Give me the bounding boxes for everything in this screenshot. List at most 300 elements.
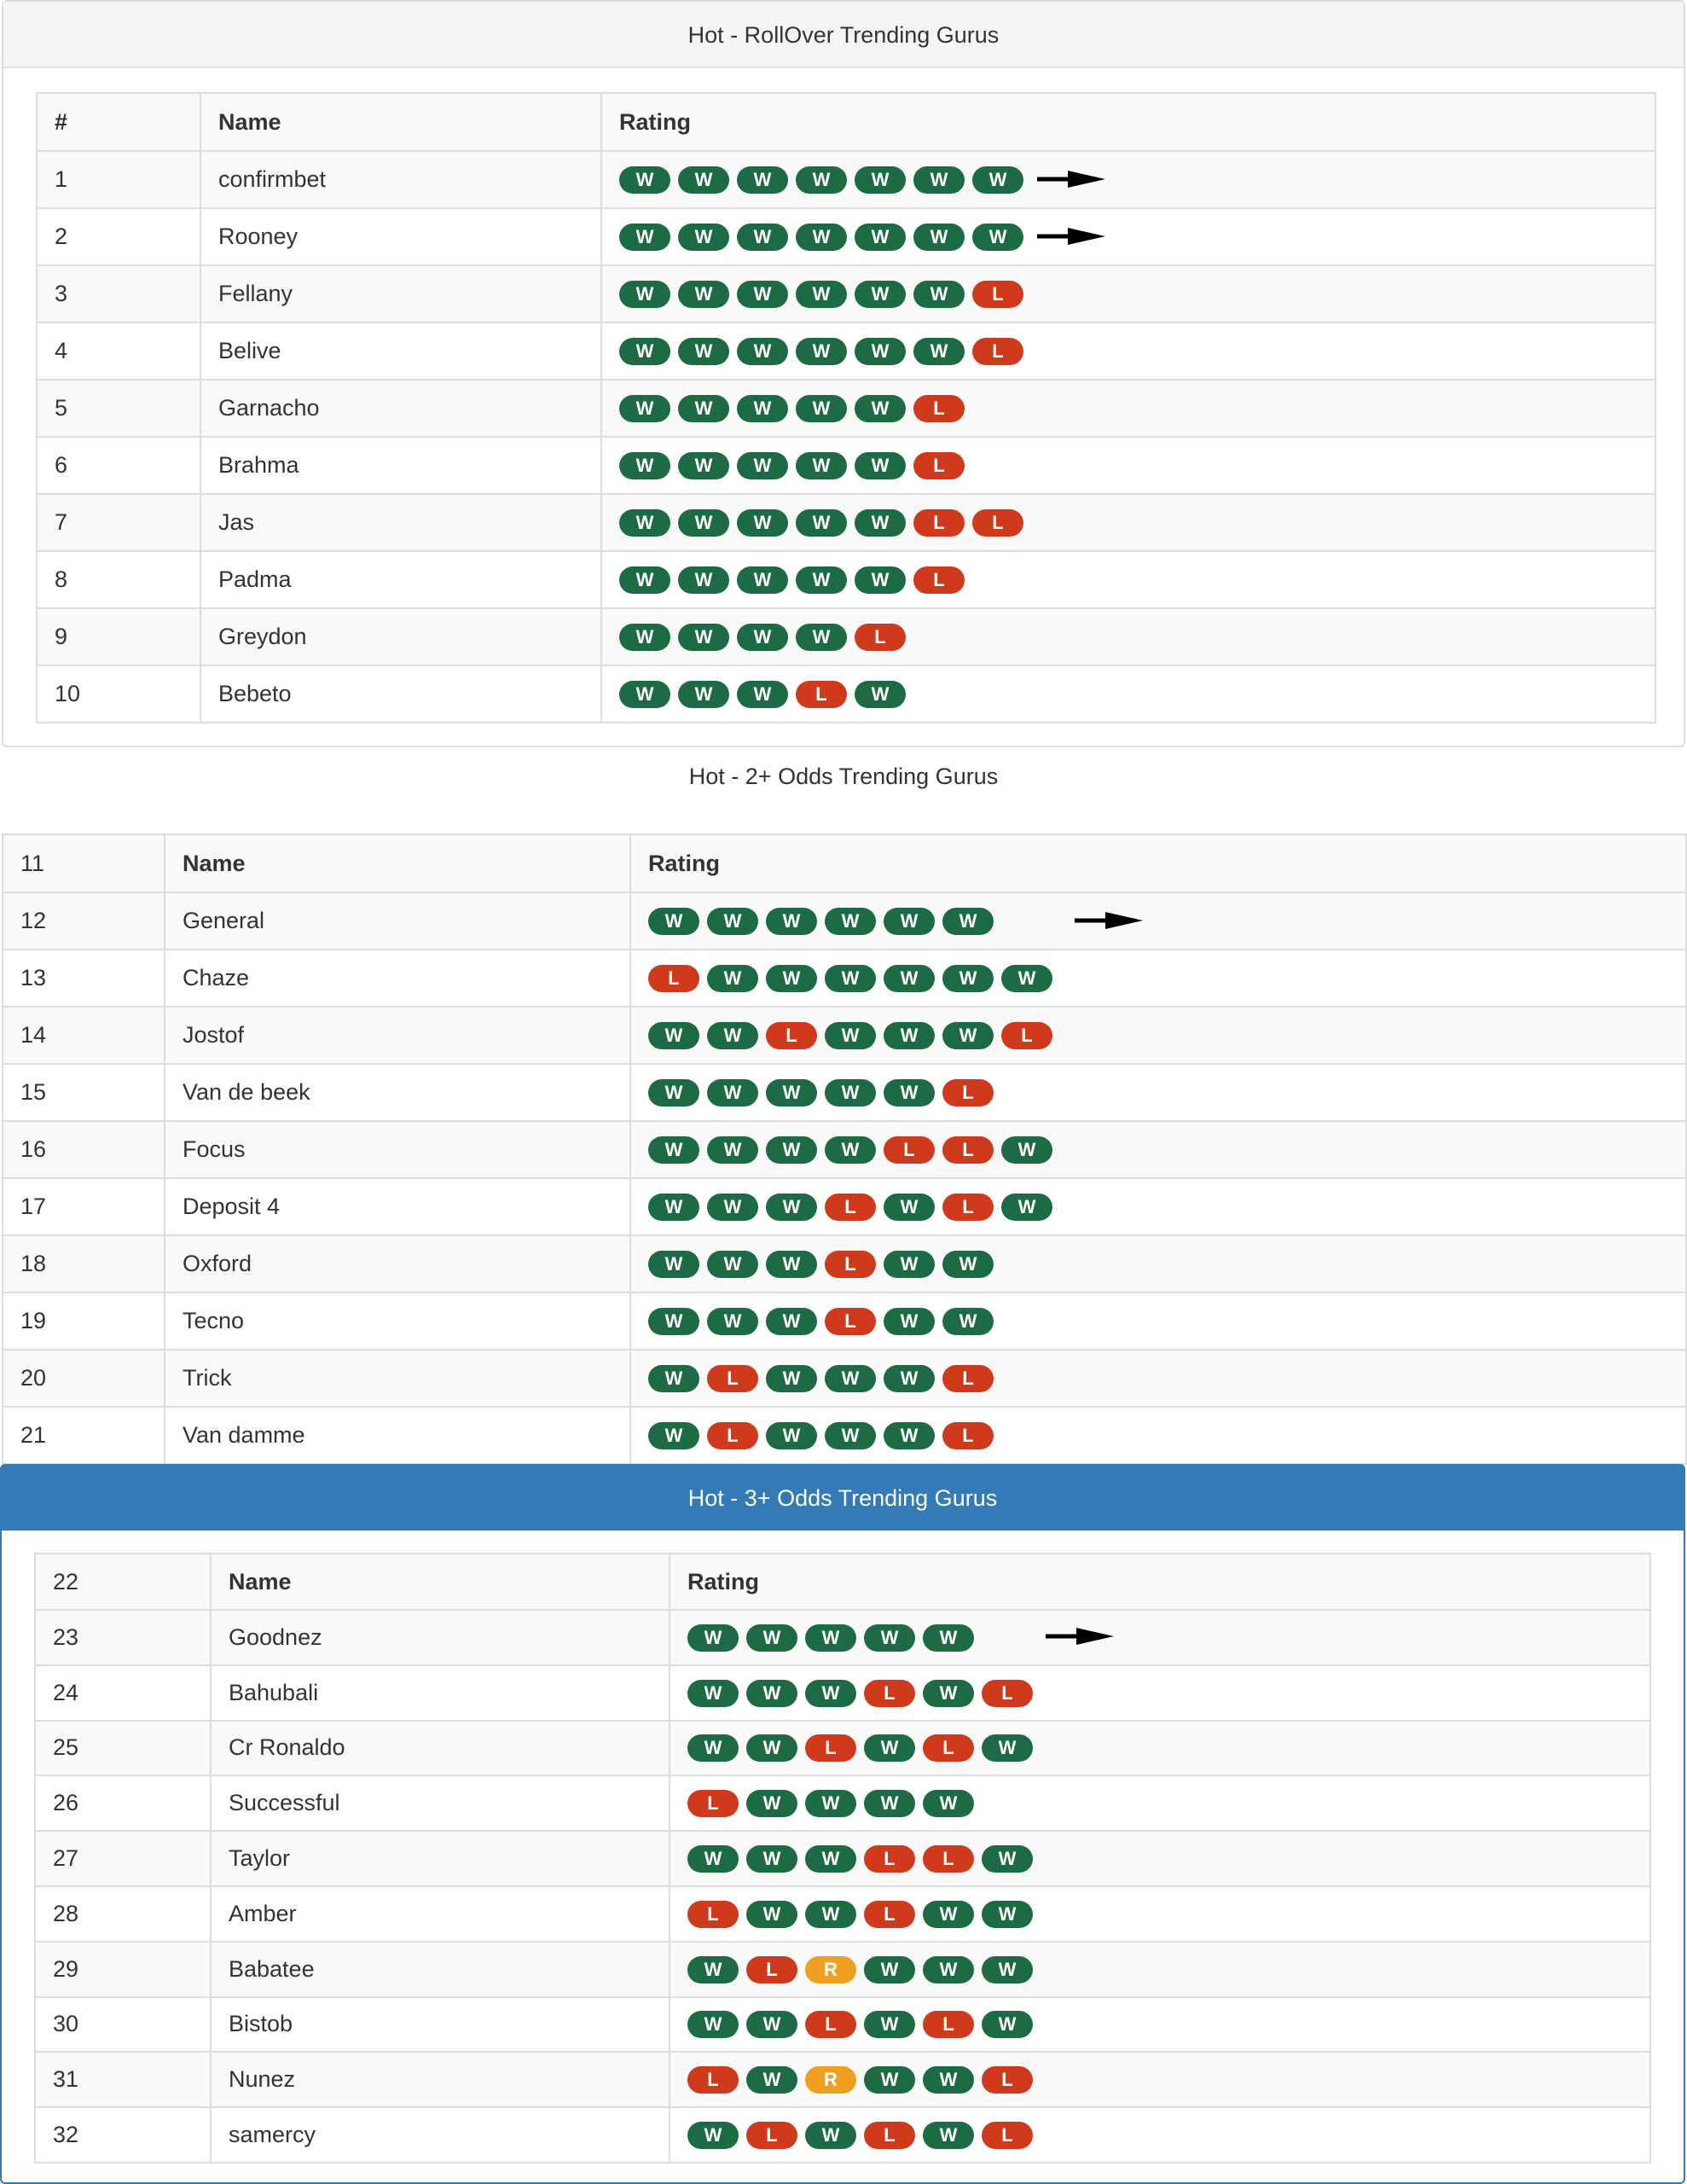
- loss-badge: L: [825, 1251, 876, 1278]
- win-badge: W: [855, 395, 906, 422]
- rank-cell: 14: [3, 1007, 165, 1064]
- table-row: [35, 1721, 1650, 1776]
- table-row: [3, 892, 1686, 950]
- win-badge: W: [766, 1365, 817, 1392]
- win-badge: W: [678, 281, 729, 308]
- guru-name-cell: General: [165, 892, 630, 950]
- win-badge: W: [678, 224, 729, 251]
- rating-header: Rating: [670, 1554, 1650, 1610]
- rank-cell: 27: [35, 1831, 211, 1886]
- win-badge: W: [982, 1901, 1033, 1928]
- table-row: [3, 1235, 1686, 1292]
- win-badge: W: [678, 681, 729, 708]
- win-badge: W: [687, 1734, 739, 1762]
- guru-name-cell: Babatee: [211, 1942, 670, 1997]
- rank-header: 22: [35, 1554, 211, 1610]
- win-badge: W: [796, 281, 847, 308]
- rating-cell: [670, 1831, 1650, 1886]
- rating-cell: [670, 2052, 1650, 2107]
- table-row: [35, 1665, 1650, 1721]
- loss-badge: L: [707, 1365, 758, 1392]
- rating-cell: [601, 608, 1655, 665]
- win-badge: W: [746, 2011, 797, 2038]
- three-odds-gurus-title: Hot - 3+ Odds Trending Gurus: [2, 1466, 1684, 1531]
- rating-cell: [670, 1775, 1650, 1831]
- win-badge: W: [737, 452, 788, 479]
- guru-name-cell: samercy: [211, 2107, 670, 2163]
- win-badge: W: [766, 1308, 817, 1335]
- arrow-right-icon: [1037, 226, 1105, 253]
- table-row: [37, 608, 1655, 665]
- win-badge: W: [923, 1956, 974, 1984]
- win-badge: W: [746, 1901, 797, 1928]
- table-row: [37, 665, 1655, 723]
- table-row: [3, 1178, 1686, 1235]
- loss-badge: L: [972, 281, 1023, 308]
- rating-cell: [630, 1007, 1686, 1064]
- loss-badge: L: [796, 681, 847, 708]
- table-row: [37, 380, 1655, 437]
- win-badge: W: [707, 965, 758, 992]
- win-badge: W: [855, 452, 906, 479]
- rank-cell: 5: [37, 380, 200, 437]
- win-badge: W: [942, 1022, 994, 1049]
- loss-badge: L: [942, 1136, 994, 1164]
- win-badge: W: [923, 1624, 974, 1652]
- win-badge: W: [982, 1956, 1033, 1984]
- win-badge: W: [864, 2066, 915, 2094]
- win-badge: W: [864, 2011, 915, 2038]
- loss-badge: L: [855, 624, 906, 651]
- guru-name-cell: Focus: [165, 1121, 630, 1178]
- rating-cell: [670, 2107, 1650, 2163]
- win-badge: W: [884, 908, 935, 935]
- win-badge: W: [855, 681, 906, 708]
- rating-cell: [601, 380, 1655, 437]
- rating-cell: [630, 1121, 1686, 1178]
- win-badge: W: [766, 1194, 817, 1221]
- win-badge: W: [864, 1956, 915, 1984]
- win-badge: W: [796, 224, 847, 251]
- win-badge: W: [648, 1251, 699, 1278]
- win-badge: W: [678, 338, 729, 365]
- win-badge: W: [913, 338, 965, 365]
- table-row: [37, 551, 1655, 608]
- rating-cell: [670, 1721, 1650, 1776]
- win-badge: W: [884, 1422, 935, 1449]
- loss-badge: L: [982, 2122, 1033, 2149]
- loss-badge: L: [972, 338, 1023, 365]
- rating-cell: [601, 551, 1655, 608]
- win-badge: W: [707, 908, 758, 935]
- loss-badge: L: [942, 1422, 994, 1449]
- rank-cell: 2: [37, 208, 200, 265]
- win-badge: W: [766, 1422, 817, 1449]
- win-badge: W: [737, 509, 788, 537]
- win-badge: W: [737, 338, 788, 365]
- win-badge: W: [707, 1136, 758, 1164]
- win-badge: W: [923, 1901, 974, 1928]
- guru-name-cell: Van de beek: [165, 1064, 630, 1121]
- guru-name-cell: Brahma: [200, 437, 601, 494]
- win-badge: W: [678, 166, 729, 194]
- rating-cell: [670, 1942, 1650, 1997]
- win-badge: W: [619, 338, 670, 365]
- table-row: [35, 2107, 1650, 2163]
- loss-badge: L: [923, 1734, 974, 1762]
- guru-name-cell: Belive: [200, 322, 601, 380]
- loss-badge: L: [864, 2122, 915, 2149]
- guru-name-cell: Nunez: [211, 2052, 670, 2107]
- rating-header: Rating: [601, 93, 1655, 151]
- win-badge: W: [766, 1251, 817, 1278]
- win-badge: W: [825, 965, 876, 992]
- win-badge: W: [982, 1734, 1033, 1762]
- arrow-right-icon: [1037, 169, 1105, 195]
- guru-name-cell: Trick: [165, 1350, 630, 1407]
- win-badge: W: [687, 1680, 739, 1707]
- win-badge: W: [619, 166, 670, 194]
- win-badge: W: [864, 1790, 915, 1817]
- loss-badge: L: [766, 1022, 817, 1049]
- win-badge: W: [884, 1365, 935, 1392]
- loss-badge: L: [707, 1422, 758, 1449]
- rank-cell: 19: [3, 1292, 165, 1350]
- win-badge: W: [825, 1022, 876, 1049]
- rank-cell: 10: [37, 665, 200, 723]
- loss-badge: L: [972, 509, 1023, 537]
- rank-cell: 17: [3, 1178, 165, 1235]
- win-badge: W: [923, 1790, 974, 1817]
- win-badge: W: [737, 395, 788, 422]
- table-row: [3, 1350, 1686, 1407]
- win-badge: W: [687, 2122, 739, 2149]
- win-badge: W: [825, 1422, 876, 1449]
- guru-name-cell: Bahubali: [211, 1665, 670, 1721]
- refund-badge: R: [805, 1956, 856, 1984]
- rank-cell: 32: [35, 2107, 211, 2163]
- table-row: [35, 1775, 1650, 1831]
- table-row: [3, 1292, 1686, 1350]
- win-badge: W: [942, 965, 994, 992]
- win-badge: W: [796, 395, 847, 422]
- loss-badge: L: [648, 965, 699, 992]
- loss-badge: L: [746, 2122, 797, 2149]
- win-badge: W: [796, 452, 847, 479]
- win-badge: W: [884, 1079, 935, 1107]
- rank-cell: 8: [37, 551, 200, 608]
- two-odds-gurus-table: [2, 834, 1687, 1465]
- win-badge: W: [805, 1680, 856, 1707]
- win-badge: W: [648, 1308, 699, 1335]
- win-badge: W: [1001, 965, 1052, 992]
- win-badge: W: [855, 566, 906, 594]
- win-badge: W: [766, 1079, 817, 1107]
- loss-badge: L: [687, 1790, 739, 1817]
- rating-cell: [630, 892, 1686, 950]
- win-badge: W: [913, 281, 965, 308]
- rating-cell: [601, 151, 1655, 208]
- loss-badge: L: [913, 566, 965, 594]
- guru-name-cell: Bistob: [211, 1997, 670, 2053]
- win-badge: W: [619, 566, 670, 594]
- rank-cell: 13: [3, 950, 165, 1007]
- win-badge: W: [982, 2011, 1033, 2038]
- win-badge: W: [923, 1680, 974, 1707]
- loss-badge: L: [913, 509, 965, 537]
- name-header: Name: [165, 834, 630, 892]
- win-badge: W: [864, 1734, 915, 1762]
- loss-badge: L: [825, 1308, 876, 1335]
- arrow-right-icon: [1075, 910, 1143, 937]
- win-badge: W: [913, 166, 965, 194]
- table-row: [37, 322, 1655, 380]
- loss-badge: L: [825, 1194, 876, 1221]
- rating-cell: [601, 437, 1655, 494]
- win-badge: W: [746, 2066, 797, 2094]
- rollover-gurus-title: Hot - RollOver Trending Gurus: [3, 2, 1684, 68]
- guru-name-cell: Cr Ronaldo: [211, 1721, 670, 1776]
- win-badge: W: [923, 2122, 974, 2149]
- table-row: [35, 1886, 1650, 1942]
- win-badge: W: [766, 965, 817, 992]
- rollover-gurus-table: [36, 92, 1656, 723]
- win-badge: W: [678, 452, 729, 479]
- rank-cell: 1: [37, 151, 200, 208]
- arrow-right-icon: [1046, 1626, 1114, 1653]
- win-badge: W: [942, 1308, 994, 1335]
- rank-cell: 18: [3, 1235, 165, 1292]
- win-badge: W: [648, 1422, 699, 1449]
- loss-badge: L: [687, 1901, 739, 1928]
- win-badge: W: [855, 166, 906, 194]
- win-badge: W: [825, 1079, 876, 1107]
- win-badge: W: [746, 1624, 797, 1652]
- loss-badge: L: [913, 395, 965, 422]
- win-badge: W: [648, 1079, 699, 1107]
- rating-cell: [630, 1235, 1686, 1292]
- guru-name-cell: Greydon: [200, 608, 601, 665]
- rating-cell: [670, 1610, 1650, 1665]
- win-badge: W: [619, 224, 670, 251]
- rank-cell: 16: [3, 1121, 165, 1178]
- win-badge: W: [687, 2011, 739, 2038]
- loss-badge: L: [1001, 1022, 1052, 1049]
- win-badge: W: [796, 566, 847, 594]
- win-badge: W: [678, 624, 729, 651]
- win-badge: W: [619, 452, 670, 479]
- win-badge: W: [766, 908, 817, 935]
- rank-cell: 30: [35, 1997, 211, 2053]
- table-row: [3, 1121, 1686, 1178]
- rating-cell: [630, 1064, 1686, 1121]
- loss-badge: L: [864, 1845, 915, 1873]
- win-badge: W: [737, 681, 788, 708]
- guru-name-cell: Tecno: [165, 1292, 630, 1350]
- win-badge: W: [707, 1194, 758, 1221]
- table-row: [37, 208, 1655, 265]
- win-badge: W: [648, 1022, 699, 1049]
- win-badge: W: [737, 166, 788, 194]
- win-badge: W: [678, 395, 729, 422]
- refund-badge: R: [805, 2066, 856, 2094]
- win-badge: W: [825, 908, 876, 935]
- rank-cell: 4: [37, 322, 200, 380]
- win-badge: W: [942, 1251, 994, 1278]
- rating-cell: [601, 322, 1655, 380]
- guru-name-cell: Padma: [200, 551, 601, 608]
- rating-cell: [601, 665, 1655, 723]
- loss-badge: L: [746, 1956, 797, 1984]
- rating-cell: [670, 1997, 1650, 2053]
- rank-cell: 3: [37, 265, 200, 322]
- win-badge: W: [796, 509, 847, 537]
- win-badge: W: [746, 1845, 797, 1873]
- rank-cell: 23: [35, 1610, 211, 1665]
- guru-name-cell: Chaze: [165, 950, 630, 1007]
- guru-name-cell: Rooney: [200, 208, 601, 265]
- rating-cell: [601, 208, 1655, 265]
- rank-cell: 7: [37, 494, 200, 551]
- win-badge: W: [805, 1901, 856, 1928]
- loss-badge: L: [805, 1734, 856, 1762]
- table-row: [3, 1407, 1686, 1464]
- guru-name-cell: confirmbet: [200, 151, 601, 208]
- guru-name-cell: Taylor: [211, 1831, 670, 1886]
- table-row: [37, 437, 1655, 494]
- win-badge: W: [855, 281, 906, 308]
- win-badge: W: [1001, 1194, 1052, 1221]
- win-badge: W: [746, 1734, 797, 1762]
- win-badge: W: [855, 509, 906, 537]
- loss-badge: L: [805, 2011, 856, 2038]
- table-row: [3, 1007, 1686, 1064]
- name-header: Name: [211, 1554, 670, 1610]
- win-badge: W: [825, 1136, 876, 1164]
- rank-cell: 12: [3, 892, 165, 950]
- guru-name-cell: Deposit 4: [165, 1178, 630, 1235]
- table-row: [35, 1831, 1650, 1886]
- win-badge: W: [972, 224, 1023, 251]
- table-row: [35, 1610, 1650, 1665]
- loss-badge: L: [687, 2066, 739, 2094]
- win-badge: W: [687, 1624, 739, 1652]
- loss-badge: L: [942, 1365, 994, 1392]
- win-badge: W: [884, 1022, 935, 1049]
- win-badge: W: [648, 1365, 699, 1392]
- table-row: [37, 494, 1655, 551]
- win-badge: W: [707, 1079, 758, 1107]
- guru-name-cell: Garnacho: [200, 380, 601, 437]
- win-badge: W: [913, 224, 965, 251]
- guru-name-cell: Successful: [211, 1775, 670, 1831]
- loss-badge: L: [864, 1680, 915, 1707]
- win-badge: W: [796, 166, 847, 194]
- rank-header: 11: [3, 834, 165, 892]
- win-badge: W: [619, 281, 670, 308]
- table-row: [35, 2052, 1650, 2107]
- loss-badge: L: [982, 2066, 1033, 2094]
- rating-cell: [630, 1407, 1686, 1464]
- rank-cell: 20: [3, 1350, 165, 1407]
- win-badge: W: [619, 624, 670, 651]
- rank-header: #: [37, 93, 200, 151]
- loss-badge: L: [942, 1079, 994, 1107]
- win-badge: W: [1001, 1136, 1052, 1164]
- win-badge: W: [796, 624, 847, 651]
- win-badge: W: [707, 1251, 758, 1278]
- table-row: [37, 151, 1655, 208]
- win-badge: W: [707, 1308, 758, 1335]
- guru-name-cell: Jas: [200, 494, 601, 551]
- win-badge: W: [884, 1308, 935, 1335]
- win-badge: W: [737, 224, 788, 251]
- table-row: [35, 1942, 1650, 1997]
- win-badge: W: [884, 1194, 935, 1221]
- win-badge: W: [884, 965, 935, 992]
- win-badge: W: [619, 509, 670, 537]
- rating-cell: [630, 1350, 1686, 1407]
- loss-badge: L: [864, 1901, 915, 1928]
- win-badge: W: [707, 1022, 758, 1049]
- loss-badge: L: [982, 1680, 1033, 1707]
- win-badge: W: [687, 1845, 739, 1873]
- win-badge: W: [805, 1624, 856, 1652]
- win-badge: W: [648, 908, 699, 935]
- table-row: [3, 950, 1686, 1007]
- rating-cell: [630, 950, 1686, 1007]
- win-badge: W: [737, 281, 788, 308]
- loss-badge: L: [923, 1845, 974, 1873]
- win-badge: W: [805, 1845, 856, 1873]
- rank-cell: 15: [3, 1064, 165, 1121]
- win-badge: W: [766, 1136, 817, 1164]
- two-odds-gurus-title: Hot - 2+ Odds Trending Gurus: [688, 764, 999, 789]
- win-badge: W: [648, 1136, 699, 1164]
- win-badge: W: [855, 338, 906, 365]
- win-badge: W: [805, 1790, 856, 1817]
- rank-cell: 28: [35, 1886, 211, 1942]
- win-badge: W: [796, 338, 847, 365]
- loss-badge: L: [913, 452, 965, 479]
- win-badge: W: [648, 1194, 699, 1221]
- win-badge: W: [982, 1845, 1033, 1873]
- three-odds-gurus-table: [34, 1553, 1651, 2164]
- win-badge: W: [923, 2066, 974, 2094]
- rank-cell: 21: [3, 1407, 165, 1464]
- rank-cell: 31: [35, 2052, 211, 2107]
- win-badge: W: [687, 1956, 739, 1984]
- guru-name-cell: Bebeto: [200, 665, 601, 723]
- rank-cell: 24: [35, 1665, 211, 1721]
- guru-name-cell: Amber: [211, 1886, 670, 1942]
- win-badge: W: [619, 395, 670, 422]
- rank-cell: 9: [37, 608, 200, 665]
- win-badge: W: [972, 166, 1023, 194]
- win-badge: W: [805, 2122, 856, 2149]
- name-header: Name: [200, 93, 601, 151]
- rank-cell: 26: [35, 1775, 211, 1831]
- rating-cell: [601, 265, 1655, 322]
- win-badge: W: [884, 1251, 935, 1278]
- guru-name-cell: Oxford: [165, 1235, 630, 1292]
- win-badge: W: [942, 908, 994, 935]
- rank-cell: 29: [35, 1942, 211, 1997]
- rating-header: Rating: [630, 834, 1686, 892]
- rank-cell: 6: [37, 437, 200, 494]
- rating-cell: [670, 1665, 1650, 1721]
- win-badge: W: [855, 224, 906, 251]
